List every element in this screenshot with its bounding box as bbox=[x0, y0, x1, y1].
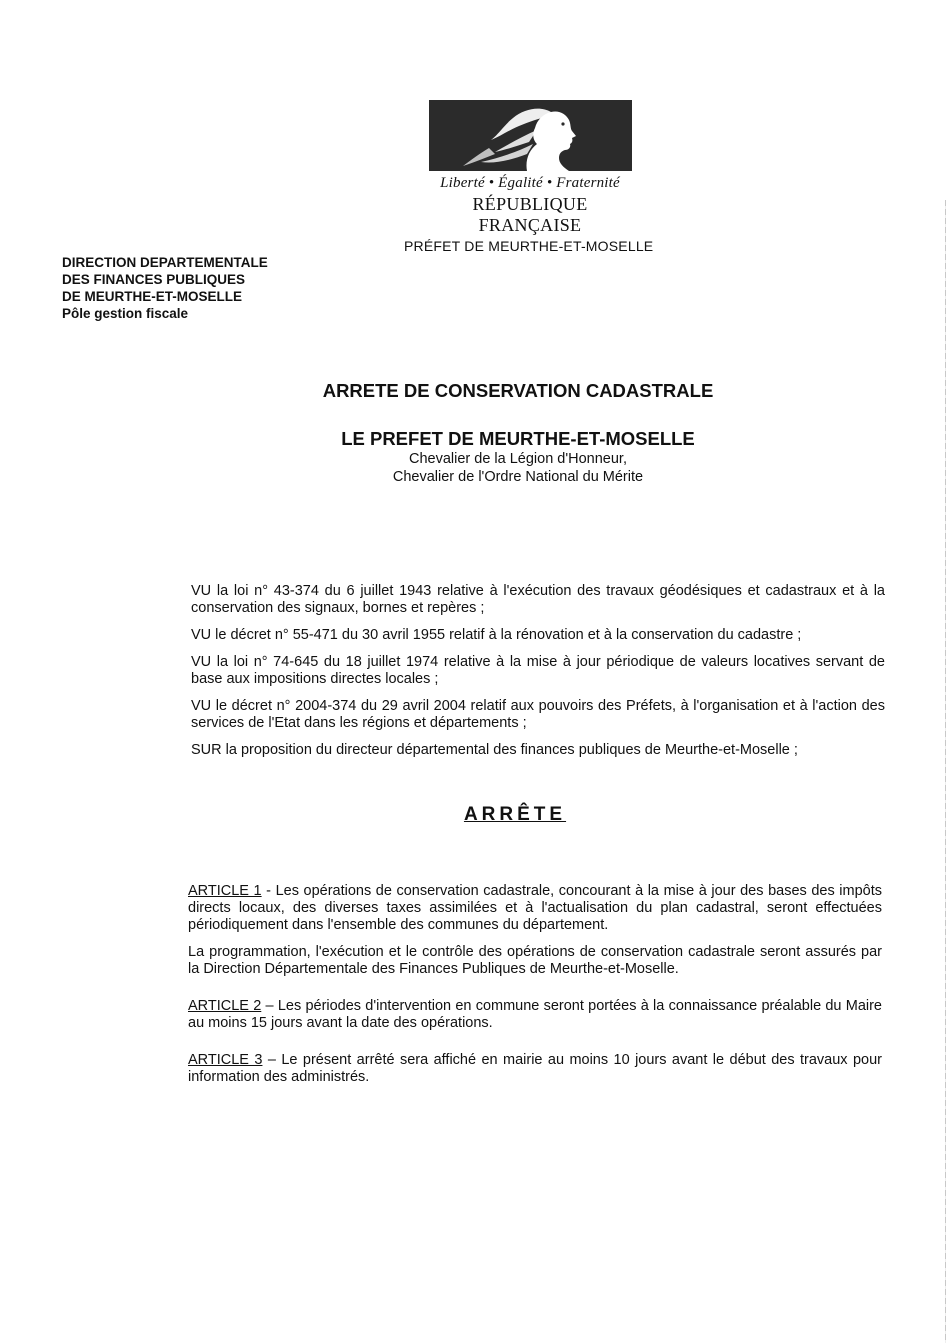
logo-republique-francaise: RÉPUBLIQUE FRANÇAISE bbox=[472, 194, 588, 235]
article-text: - Les opérations de conservation cadastrale, concourant à la mise à jour des bases des impôts directs locaux, des diverses taxes assimilées et à l'actualisation du plan cadastral, seront effectuées périodiquement dans l'ensemble des communes du département. bbox=[188, 883, 882, 933]
prefet-header: PRÉFET DE MEURTHE-ET-MOSELLE bbox=[404, 238, 654, 254]
article-text: La programmation, l'exécution et le contrôle des opérations de conservation cadastrale seront assurés par la Direction Départementale des Finances Publiques de Meurthe-et-Moselle. bbox=[188, 944, 882, 977]
direction-line: DE MEURTHE-ET-MOSELLE bbox=[62, 289, 243, 304]
logo-motto: Liberté • Égalité • Fraternité bbox=[440, 175, 620, 191]
consideration-paragraph: VU la loi n° 43-374 du 6 juillet 1943 relative à l'exécution des travaux géodésiques et cadastraux et à la conservation des signaux, bornes et repères ; bbox=[191, 583, 885, 616]
consideration-paragraph: SUR la proposition du directeur départemental des finances publiques de Meurthe-et-Moselle ; bbox=[191, 742, 798, 758]
article-label: ARTICLE 3 bbox=[188, 1052, 263, 1068]
authority-block bbox=[0, 428, 950, 486]
marianne-emblem-icon bbox=[429, 100, 632, 171]
article-text: – Les périodes d'intervention en commune seront portées à la connaissance préalable du Maire au moins 15 jours avant la date des opérations. bbox=[188, 998, 882, 1031]
article-2 bbox=[188, 998, 882, 1032]
article-1 bbox=[188, 883, 882, 934]
direction-line: Pôle gestion fiscale bbox=[62, 306, 189, 321]
article-3 bbox=[188, 1052, 882, 1086]
decision-heading: ARRÊTE bbox=[463, 804, 567, 825]
articles-section bbox=[188, 883, 882, 1086]
article-1-continuation bbox=[188, 944, 882, 978]
republique-francaise-logo bbox=[425, 100, 635, 236]
article-text: – Le présent arrêté sera affiché en mairie au moins 10 jours avant le début des travaux pour information des administrés. bbox=[188, 1052, 882, 1085]
consideration-paragraph: VU le décret n° 55-471 du 30 avril 1955 relatif à la rénovation et à la conservation du cadastre ; bbox=[191, 627, 802, 643]
authority-name: LE PREFET DE MEURTHE-ET-MOSELLE bbox=[341, 428, 695, 449]
scan-edge-line bbox=[945, 200, 946, 1343]
issuing-direction-block bbox=[62, 254, 268, 322]
consideration-paragraph: VU la loi n° 74-645 du 18 juillet 1974 relative à la mise à jour périodique de valeurs locatives servant de base aux impositions directes locales ; bbox=[191, 654, 885, 687]
authority-honor: Chevalier de l'Ordre National du Mérite bbox=[392, 469, 644, 485]
authority-honor: Chevalier de la Légion d'Honneur, bbox=[408, 451, 627, 467]
article-label: ARTICLE 2 bbox=[188, 998, 262, 1014]
document-title: ARRETE DE CONSERVATION CADASTRALE bbox=[322, 380, 714, 401]
direction-line: DES FINANCES PUBLIQUES bbox=[62, 272, 246, 287]
consideration-paragraph: VU le décret n° 2004-374 du 29 avril 2004 relatif aux pouvoirs des Préfets, à l'organisation et à l'action des services de l'Etat dans les régions et départements ; bbox=[191, 698, 885, 731]
direction-line: DIRECTION DEPARTEMENTALE bbox=[62, 255, 268, 270]
article-label: ARTICLE 1 bbox=[188, 883, 262, 899]
legal-considerations bbox=[191, 583, 885, 769]
